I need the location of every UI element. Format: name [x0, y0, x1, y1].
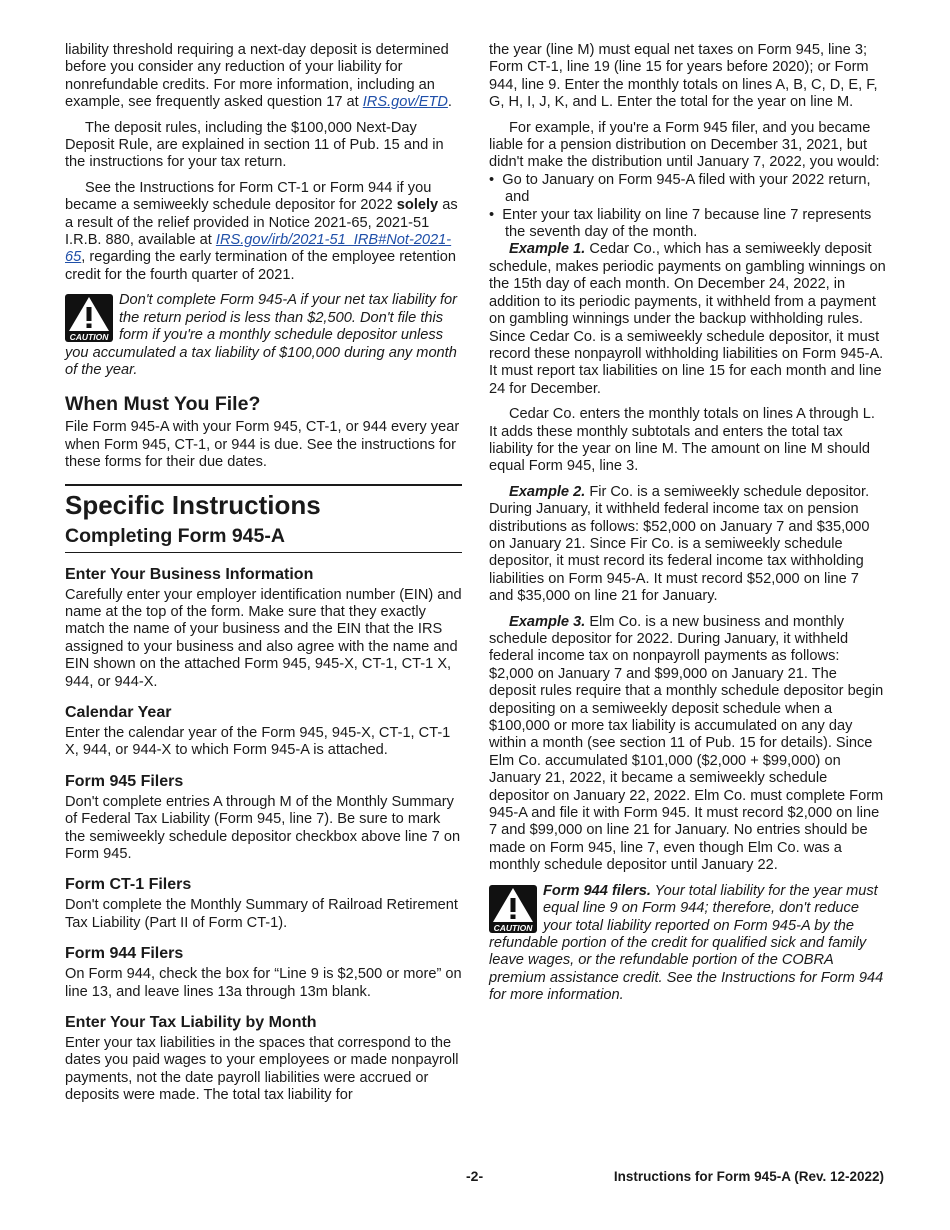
text: .	[447, 94, 452, 111]
example-label: Example 1.	[509, 241, 586, 258]
paragraph: Carefully enter your employer identification number (EIN) and name at the top of the form. Make sure that they exactly match the name of your business and the EIN that the IRS assigned to your business and also agree with the name and EIN shown on the attached Form 945, 945-X, CT-1, CT-1 X, 944, or 944-X.	[65, 586, 462, 690]
page-number: -2-	[466, 1168, 484, 1184]
paragraph: Don't complete entries A through M of the Monthly Summary of Federal Tax Liability (Form 945, line 7). Be sure to mark the semiweekly schedule depositor checkbox above line 7 on Form 945.	[65, 793, 461, 862]
text: See the Instructions for Form CT-1 or Form 944 if you became a semiweekly schedule depositor for 2022	[65, 179, 432, 214]
paragraph	[65, 180, 462, 284]
form-ct1-filers-heading: Form CT-1 Filers	[65, 876, 192, 894]
paragraph: File Form 945-A with your Form 945, CT-1, or 944 every year when Form 945, CT-1, or 944 is due. See the instructions for these forms for their due dates.	[65, 419, 460, 471]
paragraph: the year (line M) must equal net taxes on Form 945, line 3; Form CT-1, line 19 (line 15 for years before 2020); or Form 944, line 9. Enter the monthly totals on lines A, B, C, D, E, F, G, H, I, J, K, and L. Enter the total for the year on line M.	[489, 42, 878, 111]
text: , regarding the early termination of the employee retention credit for the fourth quarter of 2021.	[65, 249, 457, 283]
text: as a result of the relief provided in Notice 2021-65, 2021-51 I.R.B. 880, available at	[65, 197, 458, 249]
irs-etd-link[interactable]: IRS.gov/ETD	[362, 94, 448, 111]
example-label: Example 2.	[509, 483, 586, 500]
completing-form-heading: Completing Form 945-A	[65, 524, 462, 553]
section-divider	[65, 484, 462, 553]
footer-title: Instructions for Form 945-A (Rev. 12-2022)	[613, 1169, 884, 1184]
caution-icon	[65, 294, 113, 342]
paragraph: Enter the calendar year of the Form 945, 945-X, CT-1, CT-1 X, 944, or 944-X to which Form 945-A is attached.	[65, 724, 451, 759]
paragraph: Don't complete the Monthly Summary of Railroad Retirement Tax Liability (Part II of Form CT-1).	[65, 897, 458, 931]
when-must-you-file-heading: When Must You File?	[65, 393, 261, 416]
bullet-item: • Enter your tax liability on line 7 because line 7 represents the seventh day of the month.	[489, 206, 872, 241]
text: Elm Co. is a new business and monthly schedule depositor for 2022. During January, it withheld federal income tax on nonpayroll payments as follows: $2,000 on January 7 and $99,000 on January 21. The deposit rules require that a monthly schedule depositor begin depositing on a semiweekly deposit schedule when a $100,000 or more tax liability is accumulated on any day within a month (see section 11 of Pub. 15 for details). Since Elm Co. accumulated $101,000 ($2,000 + $99,000) on January 21, 2022, it became a semiweekly schedule depositor on January 22, 2022. Elm Co. must complete Form 945-A and file it with Form 945. It must record $2,000 on line 7 and $99,000 on line 21 for January. No entries should be made on Form 945, line 7, even though Elm Co. was a monthly schedule depositor until January 22.	[489, 613, 884, 874]
form-944-filers-heading: Form 944 Filers	[65, 945, 184, 963]
left-column	[65, 42, 462, 1113]
caution-icon	[489, 885, 537, 933]
paragraph	[65, 42, 462, 112]
paragraph: The deposit rules, including the $100,000 Next-Day Deposit Rule, are explained in section 11 of Pub. 15 and in the instructions for your tax return.	[65, 119, 444, 171]
caution-text: Don't complete Form 945-A if your net tax liability for the return period is less than $2,500. Don't file this form if you're a monthly schedule depositor unless you accumulated a tax liability of $100,000 during any month of the year.	[65, 292, 458, 378]
specific-instructions-heading: Specific Instructions	[65, 489, 321, 520]
paragraph: On Form 944, check the box for “Line 9 is $2,500 or more” on line 13, and leave lines 13a through 13m blank.	[65, 966, 462, 1000]
text: liability threshold requiring a next-day deposit is determined before you consider any reduction of your liability for nonrefundable credits. For more information, including an example, see frequently asked question 17 at	[65, 42, 449, 111]
text: Enter your tax liability on line 7 because line 7 represents the seventh day of the month.	[502, 206, 872, 241]
form-945-filers-heading: Form 945 Filers	[65, 772, 184, 790]
paragraph: For example, if you're a Form 945 filer, and you became liable for a pension distribution on December 31, 2021, but didn't make the distribution until January 7, 2022, you would:	[489, 119, 880, 171]
text: Go to January on Form 945-A filed with your 2022 return, and	[502, 171, 871, 206]
business-info-heading: Enter Your Business Information	[65, 565, 314, 583]
example-1	[489, 241, 886, 398]
right-column	[489, 42, 886, 1015]
calendar-year-heading: Calendar Year	[65, 703, 172, 721]
caution-icon-label: CAUTION	[69, 332, 109, 343]
caution-note	[489, 883, 886, 1005]
caution-note	[65, 292, 462, 379]
text: Cedar Co., which has a semiweekly deposit schedule, makes periodic payments on gambling winnings on the 15th day of each month. On December 24, 2022, in addition to its periodic payments, it withheld from a payment on gambling winnings under the backup withholding rules. Since Cedar Co. is a semiweekly schedule depositor, it must record these nonpayroll withholding liabilities on Form 945-A. It must report tax liabilities on line 15 for each month and line 24 for December.	[489, 241, 886, 397]
bullet-item: • Go to January on Form 945-A filed with your 2022 return, and	[489, 171, 871, 206]
paragraph: Cedar Co. enters the monthly totals on lines A through L. It adds these monthly subtotals and enters the total tax liability for the year on line M. The amount on line M should equal Form 945, line 3.	[489, 406, 875, 475]
example-2	[489, 484, 886, 606]
text: Fir Co. is a semiweekly schedule depositor. During January, it withheld federal income tax on pension distributions as follows: $52,000 on January 7 and $35,000 on January 21. Since Fir Co. is a semiweekly schedule depositor, it must record its federal income tax withholding liabilities on Form 945-A. It must record $52,000 on line 7 and $35,000 on line 21 for January.	[489, 483, 870, 605]
tax-liability-heading: Enter Your Tax Liability by Month	[65, 1014, 317, 1032]
example-3	[489, 614, 886, 875]
caution-label: Form 944 filers.	[543, 882, 651, 899]
example-label: Example 3.	[509, 613, 586, 630]
paragraph: Enter your tax liabilities in the spaces that correspond to the dates you paid wages to your employees or made nonpayroll payments, not the date payroll liabilities were accrued or deposits were made. The total tax liability for	[65, 1035, 459, 1104]
irs-irb-link[interactable]: IRS.gov/irb/2021-51_IRB#Not-2021-65	[65, 232, 452, 266]
caution-text: Your total liability for the year must equal line 9 on Form 944; therefore, don't reduce your total liability reported on Form 945-A by the refundable portion of the credit for qualified sick and family leave wages, or the refundable portion of the COBRA premium assistance credit. See the Instructions for Form 944 for more information.	[489, 882, 884, 1004]
caution-icon-label: CAUTION	[493, 922, 533, 933]
bold-text: solely	[396, 197, 439, 214]
